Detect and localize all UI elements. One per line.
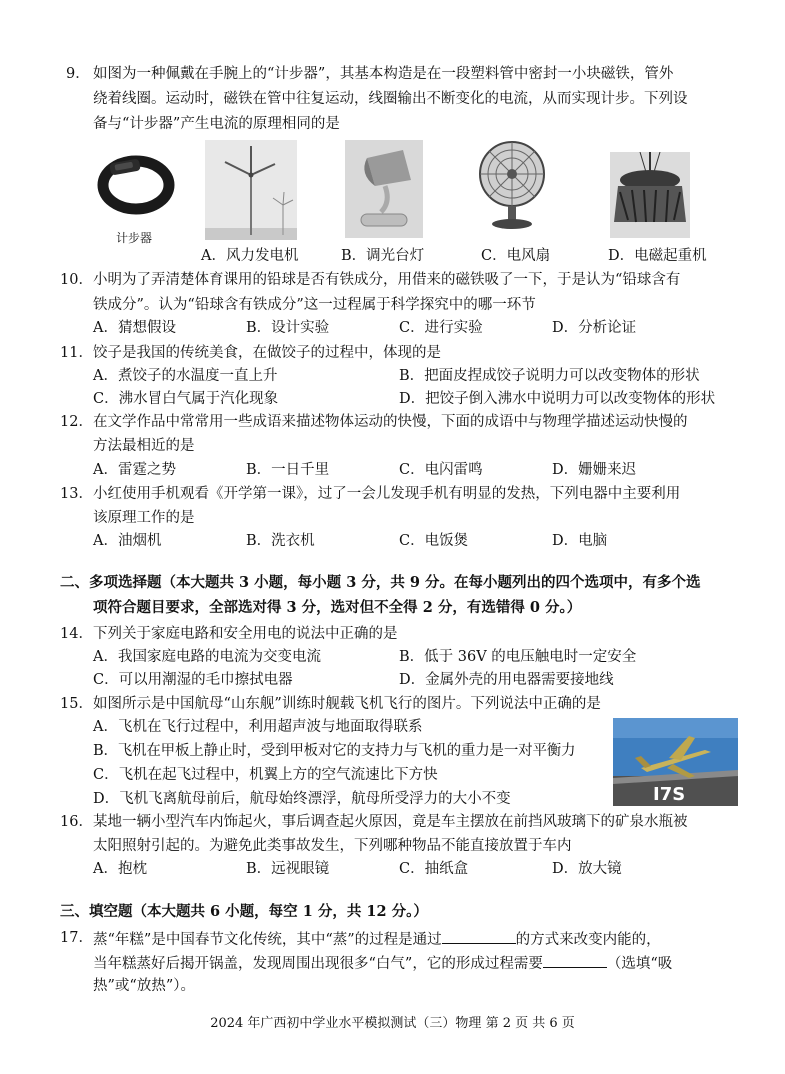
q10-text-line2: 铁成分”。认为“铅球含有铁成分”这一过程属于科学探究中的哪一环节 bbox=[93, 297, 536, 313]
q13-option-b: B．洗衣机 bbox=[246, 533, 315, 549]
q12-option-d: D．姗姗来迟 bbox=[552, 462, 637, 478]
section3-heading: 三、填空题（本大题共 6 小题，每空 1 分，共 12 分。） bbox=[60, 903, 428, 920]
section2-heading-line2: 项符合题目要求，全部选对得 3 分，选对但不全得 2 分，有选错得 0 分。） bbox=[93, 599, 582, 616]
q14-option-a: A．我国家庭电路的电流为交变电流 bbox=[93, 649, 321, 665]
electric-fan-image bbox=[471, 136, 553, 234]
q17-text-line2 bbox=[93, 951, 672, 975]
q17-text-line2-part2: （选填“吸 bbox=[606, 956, 673, 972]
q12-text-line1: 在文学作品中常常用一些成语来描述物体运动的快慢，下面的成语中与物理学描述运动快慢的 bbox=[93, 414, 688, 430]
desk-lamp-image bbox=[345, 140, 423, 238]
q17-text-line2-part1: 当年糕蒸好后揭开锅盖，发现周围出现很多“白气”，它的形成过程需要 bbox=[93, 956, 543, 972]
q17-answer-blank-1[interactable] bbox=[442, 927, 516, 944]
q11-option-d: D．把饺子倒入沸水中说明力可以改变物体的形状 bbox=[399, 391, 716, 407]
q15-option-c: C．飞机在起飞过程中，机翼上方的空气流速比下方快 bbox=[93, 767, 438, 783]
q9-option-c: C．电风扇 bbox=[481, 248, 551, 264]
q9-option-b: B．调光台灯 bbox=[341, 248, 425, 264]
q12-option-c: C．电闪雷鸣 bbox=[399, 462, 483, 478]
q17-text-line1 bbox=[93, 927, 661, 951]
electromagnetic-crane-image bbox=[610, 152, 690, 238]
wind-turbine-image bbox=[205, 140, 297, 240]
q16-number: 16． bbox=[60, 814, 93, 830]
q16-text-line1: 某地一辆小型汽车内饰起火，事后调查起火原因，竟是车主摆放在前挡风玻璃下的矿泉水瓶被 bbox=[93, 814, 688, 830]
q13-text-line1: 小红使用手机观看《开学第一课》，过了一会儿发现手机有明显的发热，下列电器中主要利用 bbox=[93, 486, 681, 502]
q14-number: 14． bbox=[60, 626, 93, 642]
q17-text-line1-part2: 的方式来改变内能的， bbox=[515, 932, 661, 948]
q10-option-d: D．分析论证 bbox=[552, 320, 637, 336]
q14-text-line1: 下列关于家庭电路和安全用电的说法中正确的是 bbox=[93, 626, 398, 642]
q15-option-d: D．飞机飞离航母前后，航母始终漂浮，航母所受浮力的大小不变 bbox=[93, 791, 511, 807]
q11-option-c: C．沸水冒白气属于汽化现象 bbox=[93, 391, 279, 407]
q11-option-a: A．煮饺子的水温度一直上升 bbox=[93, 368, 278, 384]
q9-option-d: D．电磁起重机 bbox=[608, 248, 707, 264]
q9-text-line1: 如图为一种佩戴在手腕上的“计步器”，其基本构造是在一段塑料管中密封一小块磁铁，管外 bbox=[93, 66, 674, 82]
q11-option-b: B．把面皮捏成饺子说明力可以改变物体的形状 bbox=[399, 368, 700, 384]
q10-text-line1: 小明为了弄清楚体育课用的铅球是否有铁成分，用借来的磁铁吸了一下，于是认为“铅球含有 bbox=[93, 272, 681, 288]
q13-option-c: C．电饭煲 bbox=[399, 533, 469, 549]
q14-option-d: D．金属外壳的用电器需要接地线 bbox=[399, 672, 614, 688]
pedometer-image bbox=[96, 147, 176, 222]
q12-option-a: A．雷霆之势 bbox=[93, 462, 176, 478]
q9-number: 9． bbox=[66, 66, 90, 82]
q15-text-line1: 如图所示是中国航母“山东舰”训练时舰载飞机飞行的图片。下列说法中正确的是 bbox=[93, 696, 601, 712]
q9-option-a: A．风力发电机 bbox=[201, 248, 299, 264]
q9-text-line3: 备与“计步器”产生电流的原理相同的是 bbox=[93, 116, 340, 132]
q11-text-line1: 饺子是我国的传统美食，在做饺子的过程中，体现的是 bbox=[93, 345, 441, 361]
q13-option-a: A．油烟机 bbox=[93, 533, 162, 549]
q14-option-c: C．可以用潮湿的毛巾擦拭电器 bbox=[93, 672, 293, 688]
q15-number: 15． bbox=[60, 696, 93, 712]
page-footer: 2024 年广西初中学业水平模拟测试（三）物理 第 2 页 共 6 页 bbox=[210, 1016, 575, 1031]
carrier-jet-image bbox=[613, 718, 738, 806]
q14-option-b: B．低于 36V 的电压触电时一定安全 bbox=[399, 649, 637, 665]
q16-option-a: A．抱枕 bbox=[93, 861, 147, 877]
q17-text-line3: 热”或“放热”）。 bbox=[93, 978, 195, 994]
q11-number: 11． bbox=[60, 345, 93, 361]
q12-text-line2: 方法最相近的是 bbox=[93, 438, 195, 454]
q15-option-b: B．飞机在甲板上静止时，受到甲板对它的支持力与飞机的重力是一对平衡力 bbox=[93, 743, 576, 759]
q9-text-line2: 绕着线圈。运动时，磁铁在管中往复运动，线圈输出不断变化的电流，从而实现计步。下列设 bbox=[93, 91, 688, 107]
q12-number: 12． bbox=[60, 414, 93, 430]
q16-option-b: B．远视眼镜 bbox=[246, 861, 330, 877]
q13-text-line2: 该原理工作的是 bbox=[93, 510, 195, 526]
q10-option-a: A．猜想假设 bbox=[93, 320, 176, 336]
pedometer-label: 计步器 bbox=[116, 231, 153, 245]
q12-option-b: B．一日千里 bbox=[246, 462, 330, 478]
q17-number: 17． bbox=[60, 930, 93, 946]
q10-option-b: B．设计实验 bbox=[246, 320, 330, 336]
q13-number: 13． bbox=[60, 486, 93, 502]
q13-option-d: D．电脑 bbox=[552, 533, 608, 549]
q16-option-c: C．抽纸盒 bbox=[399, 861, 469, 877]
q16-text-line2: 太阳照射引起的。为避免此类事故发生，下列哪种物品不能直接放置于车内 bbox=[93, 838, 572, 854]
q17-answer-blank-2[interactable] bbox=[543, 951, 607, 968]
q10-number: 10． bbox=[60, 272, 93, 288]
svg-text:I7S: I7S bbox=[653, 784, 686, 805]
section2-heading-line1: 二、多项选择题（本大题共 3 小题，每小题 3 分，共 9 分。在每小题列出的四个选项中，有多个选 bbox=[60, 574, 701, 591]
q17-text-line1-part1: 蒸“年糕”是中国春节文化传统，其中“蒸”的过程是通过 bbox=[93, 932, 442, 948]
q15-option-a: A．飞机在飞行过程中，利用超声波与地面取得联系 bbox=[93, 719, 423, 735]
q16-option-d: D．放大镜 bbox=[552, 861, 622, 877]
q10-option-c: C．进行实验 bbox=[399, 320, 483, 336]
